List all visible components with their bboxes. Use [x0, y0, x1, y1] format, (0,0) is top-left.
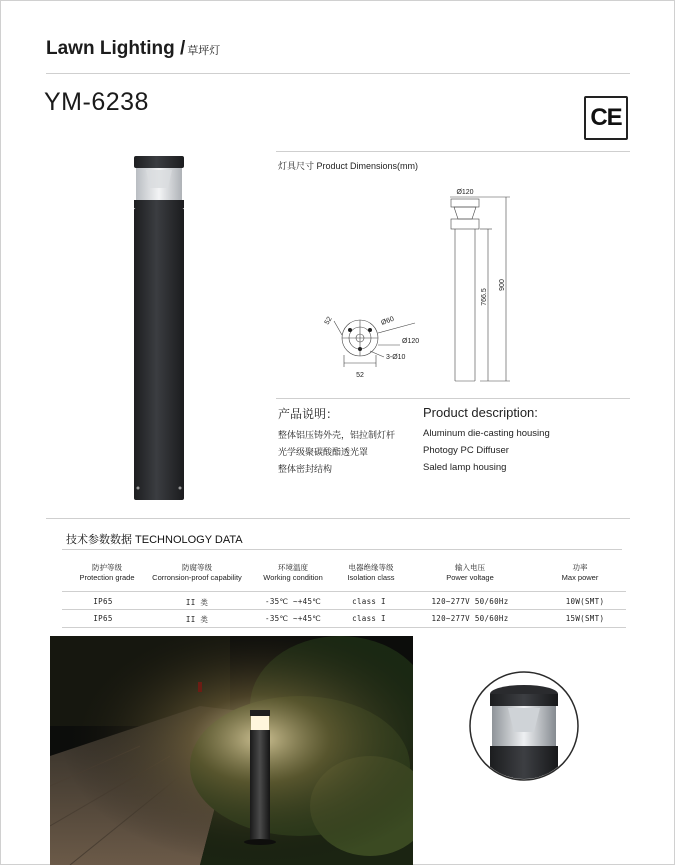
- pole: [134, 208, 184, 500]
- description-divider: [276, 398, 630, 399]
- dim-base-circle: Ø60: [380, 315, 396, 327]
- product-render: [128, 150, 190, 506]
- table-cell: -35℃ ~+45℃: [265, 614, 321, 623]
- dimensions-label: 灯具尺寸 Product Dimensions(mm): [278, 161, 419, 171]
- table-rule: [62, 591, 626, 592]
- dimensions-divider: [276, 151, 630, 152]
- model-number: YM-6238: [44, 88, 149, 116]
- ce-mark-icon: CE: [584, 96, 628, 140]
- application-photo: [50, 636, 413, 865]
- table-cell: 120~277V 50/60Hz: [431, 597, 509, 606]
- tech-divider: [46, 518, 630, 519]
- category-title-en: Lawn Lighting /: [46, 38, 186, 59]
- category-title: [46, 38, 220, 60]
- tech-title: 技术参数数据 TECHNOLOGY DATA: [66, 534, 243, 546]
- dim-base-size-b: 52: [356, 372, 364, 379]
- column-header: 输入电压 Power voltage: [446, 563, 494, 582]
- column-header: 环境温度 Working condition: [263, 563, 323, 582]
- description-en-title: Product description:: [423, 405, 538, 420]
- description-cn-line: 整体铝压铸外壳，铝拉制灯杆: [278, 430, 396, 440]
- dim-base-size-a: 52: [323, 315, 334, 326]
- tech-title-divider: [62, 549, 622, 550]
- column-header: 防腐等级 Corronsion-proof capability: [152, 563, 242, 582]
- dim-base-holes: 3-Ø10: [386, 354, 406, 361]
- dim-top-diameter: Ø120: [456, 189, 474, 196]
- description-cn-line: 整体密封结构: [278, 464, 333, 474]
- column-header: 功率 Max power: [561, 563, 599, 582]
- dimension-drawing: [320, 185, 520, 385]
- table-cell: -35℃ ~+45℃: [265, 597, 321, 606]
- cap: [134, 156, 184, 168]
- dim-total-height: 900: [499, 279, 506, 291]
- header-divider: [46, 73, 630, 74]
- table-rule: [62, 609, 626, 610]
- column-header: 防护等级 Protection grade: [79, 563, 135, 582]
- table-cell: IP65: [93, 597, 113, 606]
- table-cell: 10W(SMT): [565, 597, 605, 606]
- description-cn-title: 产品说明：: [278, 407, 339, 421]
- table-rule: [62, 627, 626, 628]
- table-cell: class I: [352, 597, 386, 606]
- table-cell: class I: [352, 614, 386, 623]
- table-cell: IP65: [93, 614, 113, 623]
- table-cell: 120~277V 50/60Hz: [431, 614, 509, 623]
- dim-body-height: 766.5: [481, 288, 488, 306]
- dim-base-outer: Ø120: [402, 338, 420, 345]
- description-en-line: Photogy PC Diffuser: [423, 445, 509, 456]
- description-cn-line: 光学级聚碳酸酯透光罩: [278, 447, 369, 457]
- table-cell: 15W(SMT): [565, 614, 605, 623]
- description-en-line: Aluminum die-casting housing: [423, 428, 550, 439]
- category-title-cn: 草坪灯: [187, 45, 221, 57]
- description-en-line: Saled lamp housing: [423, 462, 507, 473]
- column-header: 电器绝缘等级 Isolation class: [347, 563, 395, 582]
- detail-closeup: [468, 670, 580, 782]
- table-cell: II 类: [185, 615, 209, 624]
- table-cell: II 类: [185, 598, 209, 607]
